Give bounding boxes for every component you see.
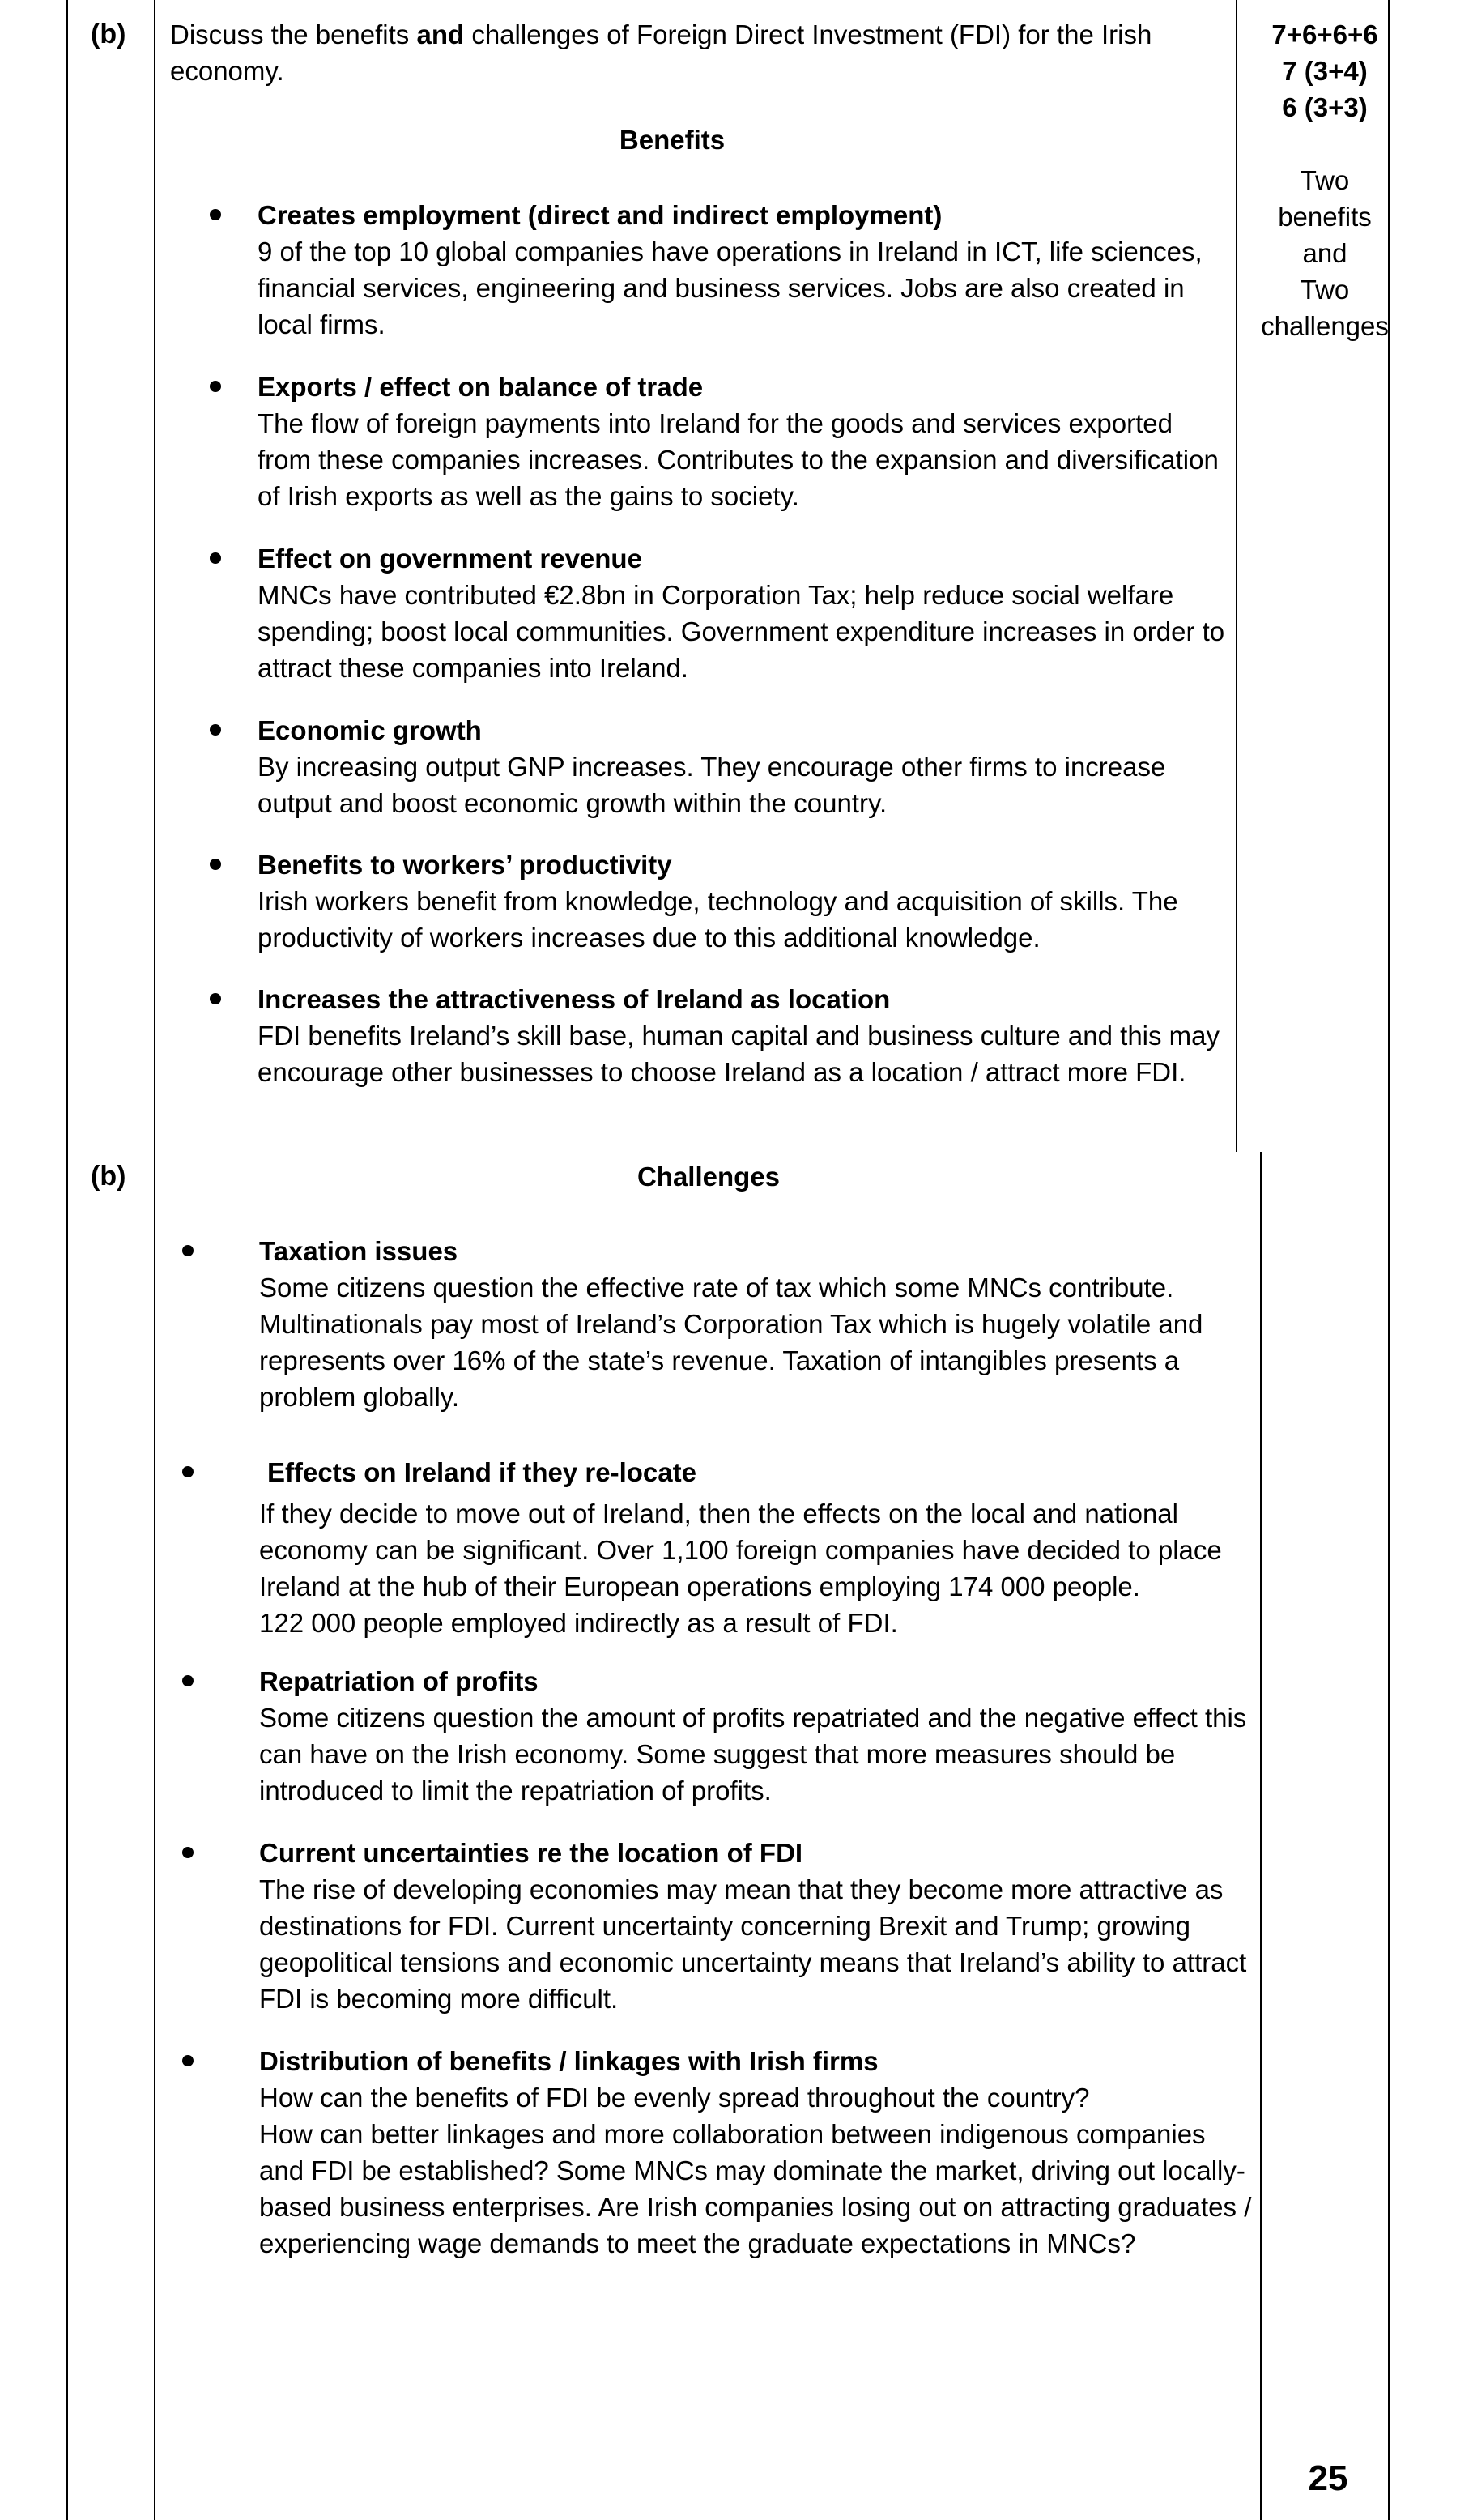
bullet-icon	[210, 552, 221, 564]
benefit-title: Exports / effect on balance of trade	[258, 372, 704, 402]
table-right-border	[1388, 0, 1390, 2520]
challenge-body: Some citizens question the effective rate of tax which some MNCs contribute. Multinationals pay most of Ireland’s Corporation Tax which is hugely volatile and represents over 16% of the state’s revenue. Taxation of intangibles presents a problem globally.	[259, 1273, 1203, 1412]
benefits-heading: Benefits	[619, 125, 726, 155]
challenge-title: Current uncertainties re the location of FDI	[259, 1838, 803, 1868]
challenge-item	[259, 1233, 1255, 1415]
marks-note-line: benefits	[1278, 202, 1372, 232]
benefit-body: Irish workers benefit from knowledge, technology and acquisition of skills. The productivity of workers increases due to this additional knowledge.	[258, 886, 1178, 953]
challenge-title: Distribution of benefits / linkages with Irish firms	[259, 2046, 879, 2076]
benefit-title: Effect on government revenue	[258, 544, 642, 574]
marks-note-line: Two	[1300, 275, 1350, 305]
question-text-bold: and	[416, 19, 465, 49]
part-label: (b)	[91, 19, 126, 49]
challenge-title: Effects on Ireland if they re-locate	[267, 1457, 696, 1487]
bullet-icon	[182, 2055, 194, 2066]
challenge-body: The rise of developing economies may mean that they become more attractive as destinations for FDI. Current uncertainty concerning Brexit and Trump; growing geopolitical tensions and economic uncertainty means that Ireland’s ability to attract FDI is becoming more difficult.	[259, 1874, 1247, 2014]
challenge-body-extra: How can better linkages and more collaboration between indigenous companies and FDI be established? Some MNCs may dominate the market, driving out locally-based business enterprises. Are Irish companies losing out on attracting graduates / experiencing wage demands to meet the graduate expectations in MNCs?	[259, 2119, 1252, 2258]
bullet-icon	[182, 1466, 194, 1477]
benefit-item	[258, 369, 1229, 514]
table-left-border	[66, 0, 68, 2520]
question-text-end: challenges of Foreign Direct Investment (FDI) for the Irish economy.	[170, 19, 1152, 86]
question-text-start: Discuss the benefits	[170, 19, 417, 49]
benefit-item	[258, 540, 1229, 686]
marks-note-line: Two	[1300, 165, 1350, 195]
table-content-column-border-upper	[1236, 0, 1237, 1152]
bullet-icon	[210, 724, 221, 736]
challenge-body-extra: 122 000 people employed indirectly as a result of FDI.	[259, 1608, 898, 1638]
marks-note-line: and	[1302, 238, 1347, 268]
bullet-icon	[182, 1847, 194, 1858]
question-text	[170, 16, 1223, 89]
table-label-column-border	[154, 0, 155, 2520]
challenge-item	[259, 1835, 1255, 2017]
bullet-icon	[210, 993, 221, 1004]
benefit-item	[258, 846, 1229, 956]
benefit-body: The flow of foreign payments into Ireland for the goods and services exported from these companies increases. Contributes to the expansion and diversification of Irish exports as well as the gains to society.	[258, 408, 1219, 511]
benefit-body: FDI benefits Ireland’s skill base, human capital and business culture and this may encourage other businesses to choose Ireland as a location / attract more FDI.	[258, 1021, 1220, 1087]
challenge-item	[259, 1454, 1255, 1641]
marks-scheme	[1247, 16, 1403, 344]
bullet-icon	[210, 381, 221, 392]
marks-spacer	[1247, 126, 1403, 162]
benefit-title: Economic growth	[258, 715, 482, 745]
benefit-body: 9 of the top 10 global companies have operations in Ireland in ICT, life sciences, financial services, engineering and business services. Jobs are also created in local firms.	[258, 237, 1203, 339]
benefit-title: Increases the attractiveness of Ireland as location	[258, 984, 891, 1014]
table-content-column-border-lower	[1260, 1152, 1262, 2520]
marks-note-line: challenges	[1261, 311, 1389, 341]
challenge-body: Some citizens question the amount of profits repatriated and the negative effect this can have on the Irish economy. Some suggest that more measures should be introduced to limit the repatriation of profits.	[259, 1703, 1247, 1806]
benefit-title: Benefits to workers’ productivity	[258, 850, 672, 880]
bullet-icon	[210, 859, 221, 870]
bullet-icon	[182, 1245, 194, 1256]
bullet-icon	[210, 209, 221, 220]
challenge-item	[259, 2043, 1255, 2262]
benefit-body: By increasing output GNP increases. They encourage other firms to increase output and boost economic growth within the country.	[258, 752, 1166, 818]
marks-total: 7+6+6+6	[1271, 19, 1378, 49]
marks-line-2: 7 (3+4)	[1282, 56, 1368, 86]
challenge-title: Repatriation of profits	[259, 1666, 539, 1696]
challenge-body: If they decide to move out of Ireland, then the effects on the local and national economy can be significant. Over 1,100 foreign companies have decided to place Ireland at the hub of their European operations employing 174 000 people.	[259, 1499, 1222, 1601]
bullet-icon	[182, 1675, 194, 1686]
challenges-heading: Challenges	[636, 1162, 781, 1192]
marks-line-3: 6 (3+3)	[1282, 92, 1368, 122]
benefit-item	[258, 981, 1229, 1090]
challenge-title: Taxation issues	[259, 1236, 458, 1266]
challenge-body: How can the benefits of FDI be evenly spread throughout the country?	[259, 2083, 1090, 2113]
benefit-title: Creates employment (direct and indirect employment)	[258, 200, 943, 230]
benefit-item	[258, 712, 1229, 821]
benefit-item	[258, 197, 1229, 343]
challenge-item	[259, 1663, 1255, 1809]
part-label-continued: (b)	[91, 1161, 126, 1192]
page-number: 25	[1308, 2458, 1348, 2498]
benefit-body: MNCs have contributed €2.8bn in Corporation Tax; help reduce social welfare spending; boost local communities. Government expenditure increases in order to attract these companies into Ireland.	[258, 580, 1225, 683]
